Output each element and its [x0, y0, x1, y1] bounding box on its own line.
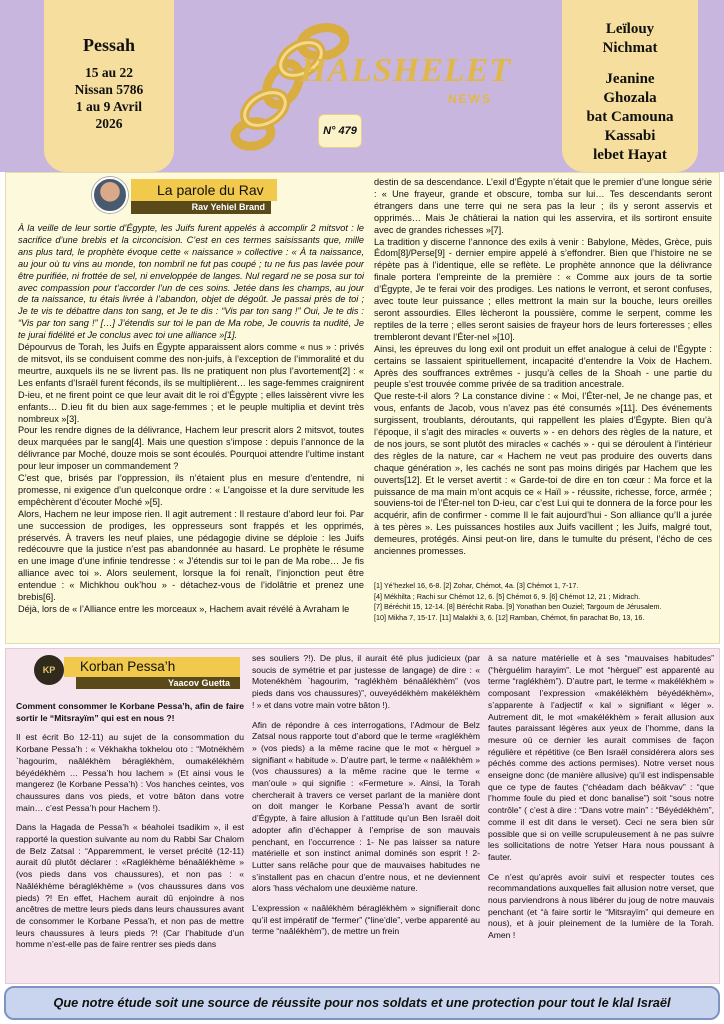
logo-wordmark: HALSHELET	[300, 52, 512, 89]
rav-column-2	[374, 177, 712, 558]
rav-avatar	[92, 177, 128, 213]
dedication-name-2: Ghozala	[603, 90, 657, 106]
dedication-name-1: Jeanine	[605, 71, 655, 87]
date-panel	[44, 0, 174, 172]
korban-paragraph: Afin de répondre à ces interrogations, l’Admour de Belz Zatsal nous rapporte tout d’abord que le terme «raglékhèm » (vos pieds) a la même racine que le mot « hèrguel » signifiant « habitude ». D’autre part, le terme « naâlékhèm » (vos chaussures) a la même racine que le terme « man’oule » qui signifie : «Fermeture ». Ainsi, la Torah chercherait à travers ce verset parlant de la manière dont on doit manger le Korbane Pessa’h avant de sortir d’Égypte, à faire allusion à l’attitude qu’un Ben Israël doit adopter afin d’échapper à l’emprise de son mauvais penchant, en l’occurrence : 1- Ne pas laisser sa nature matérielle et son instinct animal dominés son esprit ! 2- Lutter sans relâche pour que de mauvaises habitudes ne s’installent pas en chacun d’entre nous, et ne deviennent alors ’hass véchalom une deuxième nature.	[252, 719, 480, 894]
footnotes	[374, 581, 712, 623]
dedication-name-4: Kassabi	[604, 128, 656, 144]
footnote-line: [10] Mikha 7, 15-17. [11] Malakhi 3, 6. [12] Ramban, Chémot, fin parachat Bo, 13, 16.	[374, 612, 645, 622]
dedication-line-2: Nichmat	[602, 40, 658, 56]
korban-paragraph: Dans la Hagada de Pessa’h « béaholei tsadikim », il est rapporté la question suivante au nom du Rabbi Sar Chalom de Belz Zatsal : “Apparemment, le verset précité (12-11) aurait dû plutôt déclarer : «Raglékhème bénaâlékhème » (vos pieds dans vos chaussures), et non pas : « Naâlékhème béraglékhème » (vos chaussures dans vos pieds) ?! En effet, Hachem aurait dû enjoindre à nos ancêtres de mettre leurs pieds dans leurs chaussures avant de consommer le Korbane Pessa’h, et non pas de mettre leurs chaussures à leurs pieds ?! (Car l’habitude d’un homme n’est-elle pas de faire rentrer ses pieds dans	[16, 822, 244, 950]
footnote-line: [4] Mékhilta ; Rachi sur Chémot 12, 6. [5] Chémot 6, 9. [6] Chémot 12, 21 ; Midrach.	[374, 591, 641, 601]
korban-paragraph: Ce n’est qu’après avoir suivi et respecter toutes ces recommandations auxquelles fait allusion notre verset, que nous parviendrons à nous libérer du joug de notre mauvais penchant (et “à faire sortir le “Mitsrayïm” qui demeure en nous), et à jouir pleinement de la lumière de la Torah. Amen !	[488, 871, 714, 941]
rav-paragraph: Alors, Hachem ne leur impose rien. Il agit autrement : Il restaure d’abord leur foi. Par une succession de prodiges, les oppresseurs sont frappés et les opprimés, préservés. À travers les neuf plaies, une pédagogie divine se déploie : les Juifs redécouvre que la justice n’est pas abandonnée au hasard. Le prophète le résume en une image d’une infinie tendresse : « J’étendis sur toi le pan de Ma robe… Je fis alliance avec toi ». Alors seulement, lorsque la foi renaît, l’injonction peut être entendue : « Michkhou ouk’hou » - détachez-vous de l’idolâtrie et prenez une brebis[6].	[18, 508, 364, 603]
korban-column-3	[488, 653, 714, 942]
korban-paragraph: Il est écrit Bo 12-11) au sujet de la consommation du Korbane Pessa’h : « Vékhakha tokhelou oto : “Motnékhèm `hagourim, naâlékhèm béraglékhèm, oumakélékhèm béyédékhèm … Pessa’h hou lachem » (Et ainsi vous le mangerez (le Korbane Pessa’h) : Vos hanches ceintes, vos chaussures dans vos pieds, et votre bâton dans votre main… c’est Pessa’h pour Hachem !).	[16, 732, 244, 813]
korban-author: Yaacov Guetta	[76, 677, 240, 689]
korban-paragraph: ses souliers ?!). De plus, il aurait été plus judicieux (par soucis de symétrie et par justesse de langage) de dire : « Motenékhèm `hagourim, “raglékhèm bénaâlékhèm” (vos pieds dans vos chaussures)”, ouveyédékhèm makélékhèm ! » et dans votre main votre bâton !).	[252, 653, 480, 710]
korban-logo-icon: KP	[34, 655, 64, 685]
footer-banner: Que notre étude soit une source de réussite pour nos soldats et une protection pour tout le klal Israël	[4, 986, 720, 1020]
rav-paragraph: Dépourvus de Torah, les Juifs en Égypte apparaissent alors comme « nus » : privés de mitsvot, ils se conduisent comme des non-juifs, à l’exception de l’immoralité et du meurtre, auxquels ils ne se livrent pas. Ils ne pratiquent non plus l’avortement[2] : « Les enfants d’Israël furent féconds, ils se multiplièrent… les sage-femmes craignirent D-ieu, et ne firent point ce que leur avait dit le roi d’Égypte ; elles laissèrent vivre les enfants… D.ieu fit du bien aux sage-femmes ; et le peuple multiplia et devint très nombreux »[3].	[18, 342, 364, 424]
rav-author: Rav Yehiel Brand	[131, 201, 271, 214]
korban-section-title: Korban Pessa’h	[64, 657, 240, 677]
holiday-title: Pessah	[82, 35, 135, 55]
header-banner	[0, 0, 724, 172]
rav-article	[5, 172, 720, 644]
civil-year: 2026	[95, 116, 123, 131]
korban-paragraph: L’expression « naâlékhèm béraglékhèm » signifierait donc qu’il est impératif de “fermer” (“line’dle”, verbe apparenté au terme “naâlékhèm”), de mettre un frein	[252, 903, 480, 937]
rav-paragraph: Que reste-t-il alors ? La constance divine : « Moi, l’Éter-nel, Je ne change pas, et vous, enfants de Jacob, vous n’avez pas été consumés »[11]. Des événements surgissent, troublants, déroutants, qui rappellent les plaies d’Égypte. Bien qu’à l’époque, il s’agit des miracles « ouverts » - en dehors des règles de la nature, et de nos jours, se sont plutôt des miracles « cachés » - qui se déroulent à l’intérieur des règles de la nature, car « Hachem ne veut pas produire des ouverts dans chaque génération », les cachés ne sont pas moins dirigés par Hachem que les ouverts[12]. Et le verset avertit : « Garde-toi de dire en ton cœur : Ma force et la puissance de ma main m’ont acquis ce « Haïl » - réussite, richesse, force, armée ; souviens-toi de l’Éter-nel ton D-ieu, car c’est Lui qui te donnera de la force pour les acquérir, afin de confirmer - comme Il le fait aujourd’hui - Son alliance qu’Il a jurée à tes pères ». Les puissances hostiles aux Juifs vacillent ; les Juifs, malgré tout, demeures, protégés. Ainsi peut-on lire, dans le tumulte du présent, l’écho de ces anciennes promesses.	[374, 391, 712, 557]
rav-paragraph: destin de sa descendance. L’exil d’Égypte n’était que le premier d’une longue série : « Une frayeur, grande et obscure, tomba sur lui… Tes descendants seront étrangers dans une terre qui ne sera pas la leur ; ils y seront asservis et opprimés… Mais Je châtierai la nation qui les asservira, et ils sortiront ensuite avec de grandes richesses »[7].	[374, 177, 712, 235]
footnote-line: [1] Yé’hezkel 16, 6-8. [2] Zohar, Chémot, 4a. [3] Chémot 1, 7-17.	[374, 581, 579, 590]
rav-paragraph: Ainsi, les épreuves du long exil ont produit un effet analogue à celui de l’Égypte : certains se lassaient spirituellement, incapacité d’entendre la Voix de Hachem. Après des souffrances extrêmes - jusqu’à celles de la Shoah - une partie du peuple s’est trouvée comme privée de sa tradition ancestrale.	[374, 343, 712, 390]
issue-number: N° 479	[318, 114, 362, 148]
korban-column-1	[16, 701, 244, 951]
hebrew-dates: 15 au 22	[84, 65, 133, 80]
dedication-line-1: Leïlouy	[605, 21, 655, 37]
korban-paragraph: à sa nature matérielle et à ses “mauvaises habitudes” (“hèrguélim harayim”. Le mot “hèrguel” est apparenté au terme “raglékhèm”). D’autre part, le terme « makélékhèm » composant l’expression «makélékhèm béyédékhèm», s’apparente à l’adjectif « kal » signifiant « léger ». Autrement dit, le mot «makélékhèm » ferait allusion aux fautes paraissant légères aux yeux de l’homme, dans la mesure où ce dernier les aurait commises de façon régulière et répétitive (ce Ben Israël considérera alors ses péchés comme des actions permises). Notre verset nous enseigne donc (de manière allusive) qu’il est indispensable que ce type de fautes (“chéadam dach béâkvav” : “que l’homme foule du pied et donc banalise”) soit “sous notre contrôle” ( c’est à dire : “Dans votre main” : “Béyédékhèm”, comme il est dit dans le verset). Ceci ne sera bien sûr possible que si on veille scrupuleusement à ne pas suivre les sollicitations de notre Yetser Hara nous poussant à fauter.	[488, 653, 714, 862]
korban-column-2	[252, 653, 480, 938]
rav-paragraph: Pour les rendre dignes de la délivrance, Hachem leur prescrit alors 2 mitsvot, toutes deux marquées par le sang[4]. Mais une question s’impose : depuis l’annonce de la délivrance par Moché, douze mois se sont écoulés. Pourquoi attendre l’ultime instant pour leur imposer un commandement ?	[18, 425, 364, 472]
hebrew-month-year: Nissan 5786	[74, 82, 144, 97]
rav-column-1	[18, 223, 364, 616]
dedication-name-5: lebet Hayat	[593, 147, 667, 163]
korban-question: Comment consommer le Korbane Pessa’h, afin de faire sortir le “Mitsrayïm” qui est en nous ?!	[16, 701, 244, 723]
rav-paragraph: La tradition y discerne l’annonce des exils à venir : Babylone, Mèdes, Grèce, puis Édom[8]/Perse[9] - dernier empire appelé à s’effondrer. Bien que l’histoire ne se répète pas à l’identique, elle se reflète. Le prophète annonce que la délivrance finale portera l’empreinte de la première : « Comme aux jours de ta sortie d’Égypte, Je te ferai voir des prodiges. Les nations le verront, et seront confuses, avec toute leur puissance ; elles mettront la main sur la bouche, leurs oreilles seront assourdies. Elles lècheront la poussière, comme le serpent, comme les reptiles de la terre ; elles seront saisies de frayeur hors de leurs forteresses ; elles trembleront devant l’Éter-nel »[10].	[374, 236, 712, 342]
footnote-line: [7] Béréchit 15, 12-14. [8] Béréchit Raba. [9] Yonathan ben Ouziel; Targoum de Jérusalem.	[374, 602, 662, 611]
korban-article	[5, 648, 720, 984]
dedication-name-3: bat Camouna	[586, 109, 674, 125]
civil-dates: 1 au 9 Avril	[75, 99, 143, 114]
dedication-panel	[562, 0, 698, 172]
rav-paragraph: À la veille de leur sortie d’Égypte, les Juifs furent appelés à accomplir 2 mitsvot : le sacrifice d’une brebis et la circoncision. C’est en ces termes saisissants que, mille ans plus tard, le prophète évoque cette « naissance » collective : « À ta naissance, au jour où tu vins au monde, ton nombril ne fut pas coupé ; tu ne fus pas lavée pour être purifiée, ni frottée de sel, ni enveloppée de langes. Nul regard ne se posa sur toi avec compassion pour t’accorder l’un de ces soins. Jetée dans les champs, au jour de ta naissance, tu étais livrée à l’abandon, objet de dégoût. Je passai près de toi ; Je te vis te débattre dans ton sang, et Je te dis : “Vis par ton sang !” Oui, Je te dis : “Vis par ton sang !” […] J’étendis sur toi le pan de Ma robe, Je couvris ta nudité, Je te jurai fidélité et Je conclus avec toi une alliance »[1].	[18, 223, 364, 341]
rav-paragraph: C’est que, brisés par l’oppression, ils n’étaient plus en mesure d’entendre, ni promesse, ni exigence d’un quelconque ordre : « L’angoisse et la dure servitude les empêchèrent d’écouter Moché »[5].	[18, 473, 364, 507]
rav-paragraph: Déjà, lors de « l’Alliance entre les morceaux », Hachem avait révélé à Avraham le	[18, 604, 350, 614]
logo-news: NEWS	[448, 92, 492, 106]
rav-section-title: La parole du Rav	[131, 179, 277, 201]
